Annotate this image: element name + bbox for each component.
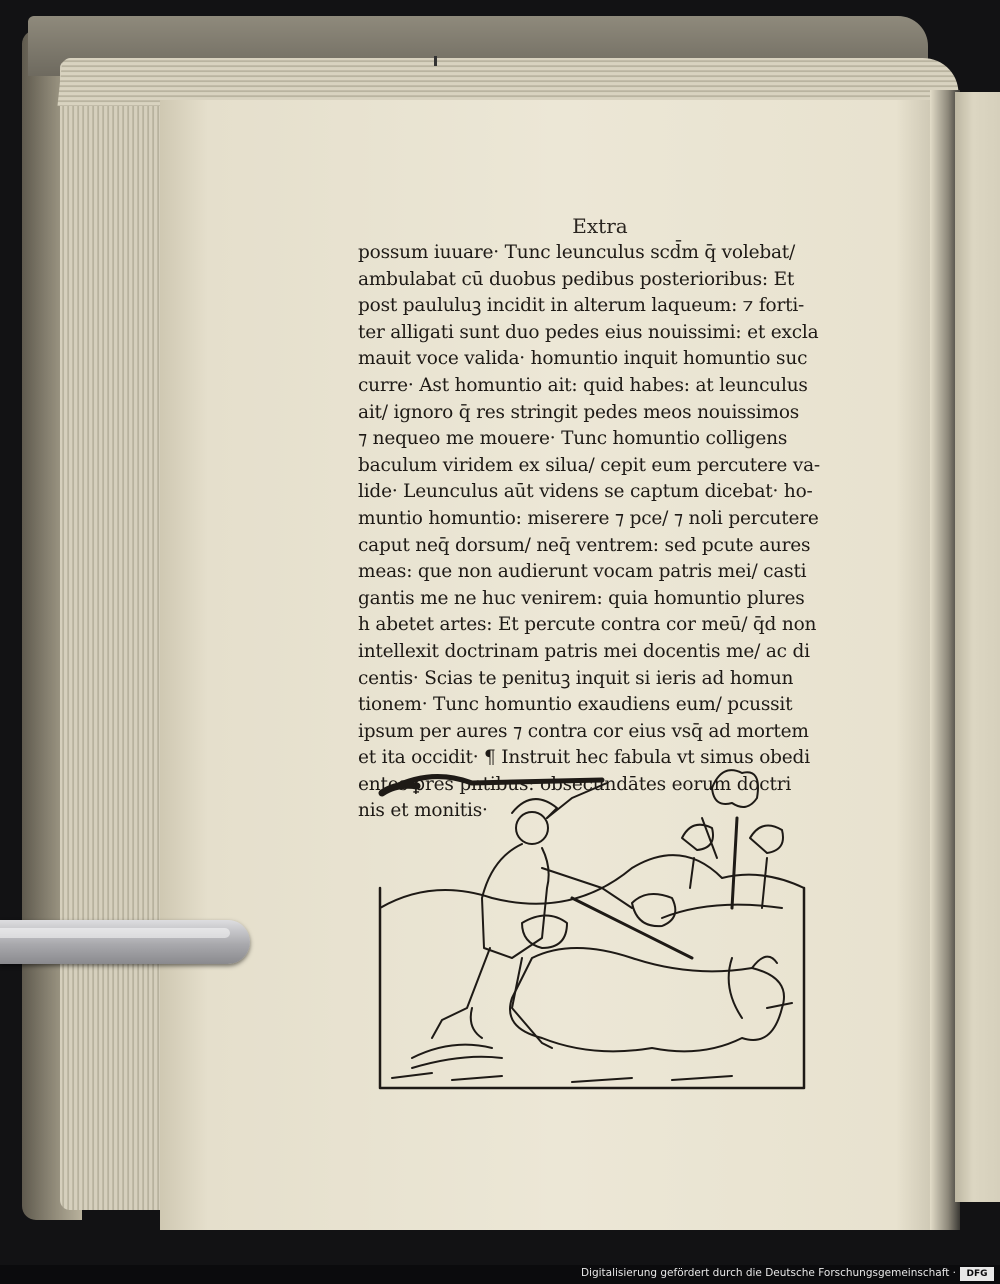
page-edges-top [57,58,962,106]
text-line: gantis me ne huc venirem: quia homuntio plures [358,587,805,609]
text-line: lide· Leunculus aūt videns se captum dicebat· ho- [358,481,813,503]
text-line: ter alligati sunt duo pedes eius nouissimi: et excla [358,321,819,343]
text-line: et ita occidit· ¶ Instruit hec fabula vt simus obedi [358,747,810,769]
running-heading: Extra [572,214,628,238]
text-line: ipsum per aures ⁊ contra cor eius vsq̄ ad mortem [358,720,809,742]
text-line: curre· Ast homuntio ait: quid habes: at leunculus [358,374,808,396]
text-line: ambulabat cū duobus pedibus posterioribus: Et [358,268,795,290]
text-line: entes ꝑrēs pntibus: obsecundātes eorum doctri [358,773,792,795]
facing-page [955,92,1000,1202]
text-line: caput neq̄ dorsum/ neq̄ ventrem: sed pcute aures [358,534,811,556]
dfg-logo: DFG [960,1267,994,1281]
text-line: baculum viridem ex silua/ cepit eum percutere va- [358,454,820,476]
page-holder-clip [0,920,250,964]
page-mark [434,56,437,66]
footer-credit: Digitalisierung gefördert durch die Deutsche Forschungsgemeinschaft · [580,1267,956,1279]
text-line: mauit voce valida· homuntio inquit homuntio suc [358,348,808,370]
text-line: h abetet artes: Et percute contra cor meū/ q̄d non [358,614,817,636]
text-line: post paululuꝫ incidit in alterum laqueum: ⁊ forti- [358,295,805,317]
text-line: ait/ ignoro q̄ res stringit pedes meos nouissimos [358,401,800,423]
text-line: centis· Scias te penituꝫ inquit si ieris ad homun [358,667,794,689]
text-line: nis et monitis· [358,800,488,822]
text-line: ⁊ nequeo me mouere· Tunc homuntio colligens [358,428,788,450]
text-line: possum iuuare· Tunc leunculus scd̄m q̄ volebat/ [358,242,796,263]
text-line: tionem· Tunc homuntio exaudiens eum/ pcussit [358,694,793,716]
text-line: muntio homuntio: miserere ⁊ pce/ ⁊ noli percutere [358,507,819,529]
text-line: intellexit doctrinam patris mei docentis me/ ac di [358,640,810,662]
page-holder-highlight [0,928,230,938]
text-block [358,240,834,825]
woodcut-illustration [372,758,812,1098]
text-line: meas: que non audierunt vocam patris mei/ casti [358,561,807,583]
